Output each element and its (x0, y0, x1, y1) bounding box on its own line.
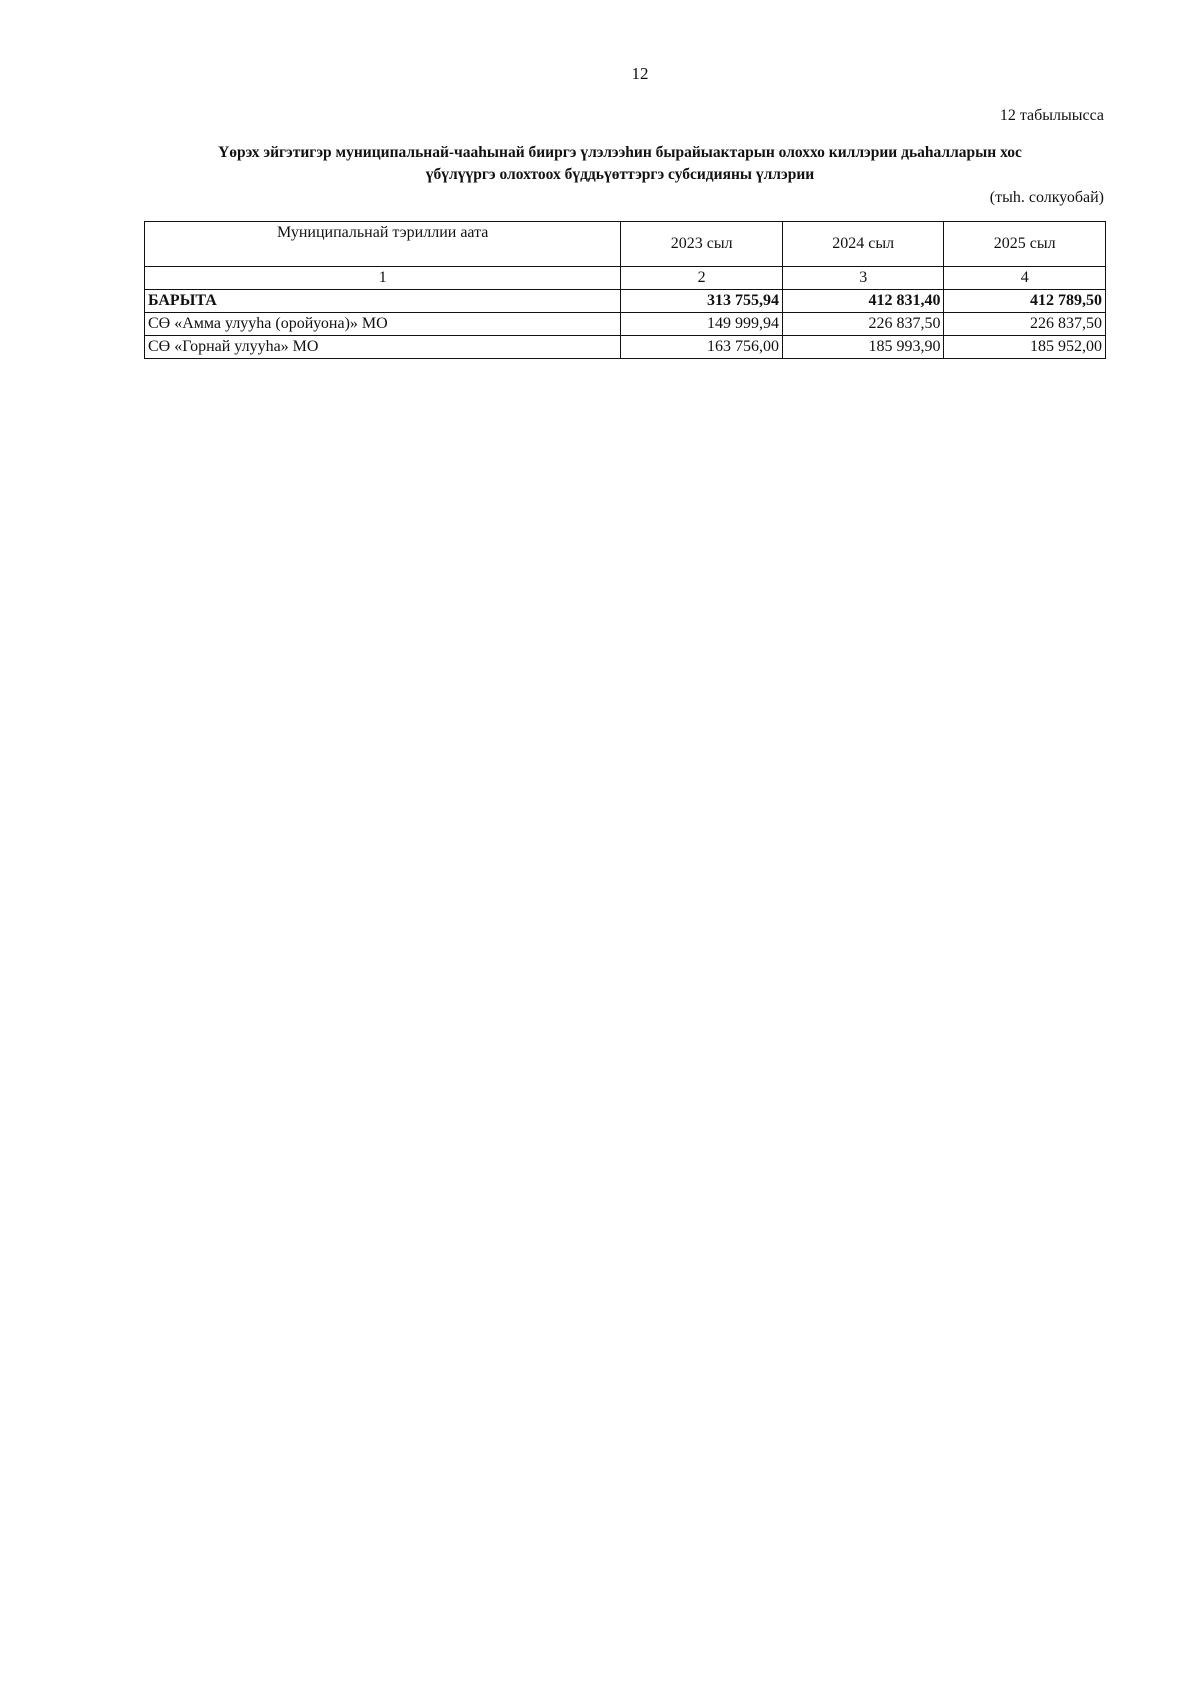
table-row-total (145, 290, 1106, 313)
page-number: 12 (631, 64, 649, 83)
header-year-2025: 2025 сыл (944, 222, 1106, 267)
table-number: 12 табылыысса (999, 107, 1104, 124)
row-value-2023: 149 999,94 (621, 313, 783, 336)
header-municipality: Муниципальнай тэриллии аата (145, 222, 621, 267)
column-index-2: 2 (621, 267, 783, 290)
row-value-2023: 313 755,94 (621, 290, 783, 313)
row-name: БАРЫТА (145, 290, 621, 313)
column-index-1: 1 (145, 267, 621, 290)
row-name: СӨ «Амма улууһа (оройуона)» МО (145, 313, 621, 336)
subsidy-table (144, 221, 1106, 359)
row-value-2024: 412 831,40 (782, 290, 944, 313)
document-title (140, 142, 1100, 186)
row-value-2023: 163 756,00 (621, 336, 783, 359)
document-title-line-1: Үөрэх эйгэтигэр муниципальнай-чааһынай бииргэ үлэлээһин бырайыактарын олоххо киллэрии дьаһалларын хос (218, 144, 1022, 161)
row-value-2024: 226 837,50 (782, 313, 944, 336)
row-name: СӨ «Горнай улууһа» МО (145, 336, 621, 359)
table-header (145, 222, 1106, 267)
row-value-2025: 226 837,50 (944, 313, 1106, 336)
table-body (145, 267, 1106, 359)
document-title-line-2: үбүлүүргэ олохтоох бүддьүөттэргэ субсидияны үллэрии (425, 166, 815, 183)
table-row (145, 313, 1106, 336)
header-year-2024: 2024 сыл (782, 222, 944, 267)
row-value-2025: 412 789,50 (944, 290, 1106, 313)
column-index-row (145, 267, 1106, 290)
row-value-2024: 185 993,90 (782, 336, 944, 359)
header-year-2023: 2023 сыл (621, 222, 783, 267)
table-row (145, 336, 1106, 359)
header-row (145, 222, 1106, 267)
units-label: (тыһ. солкуобай) (989, 189, 1104, 206)
column-index-4: 4 (944, 267, 1106, 290)
column-index-3: 3 (782, 267, 944, 290)
row-value-2025: 185 952,00 (944, 336, 1106, 359)
